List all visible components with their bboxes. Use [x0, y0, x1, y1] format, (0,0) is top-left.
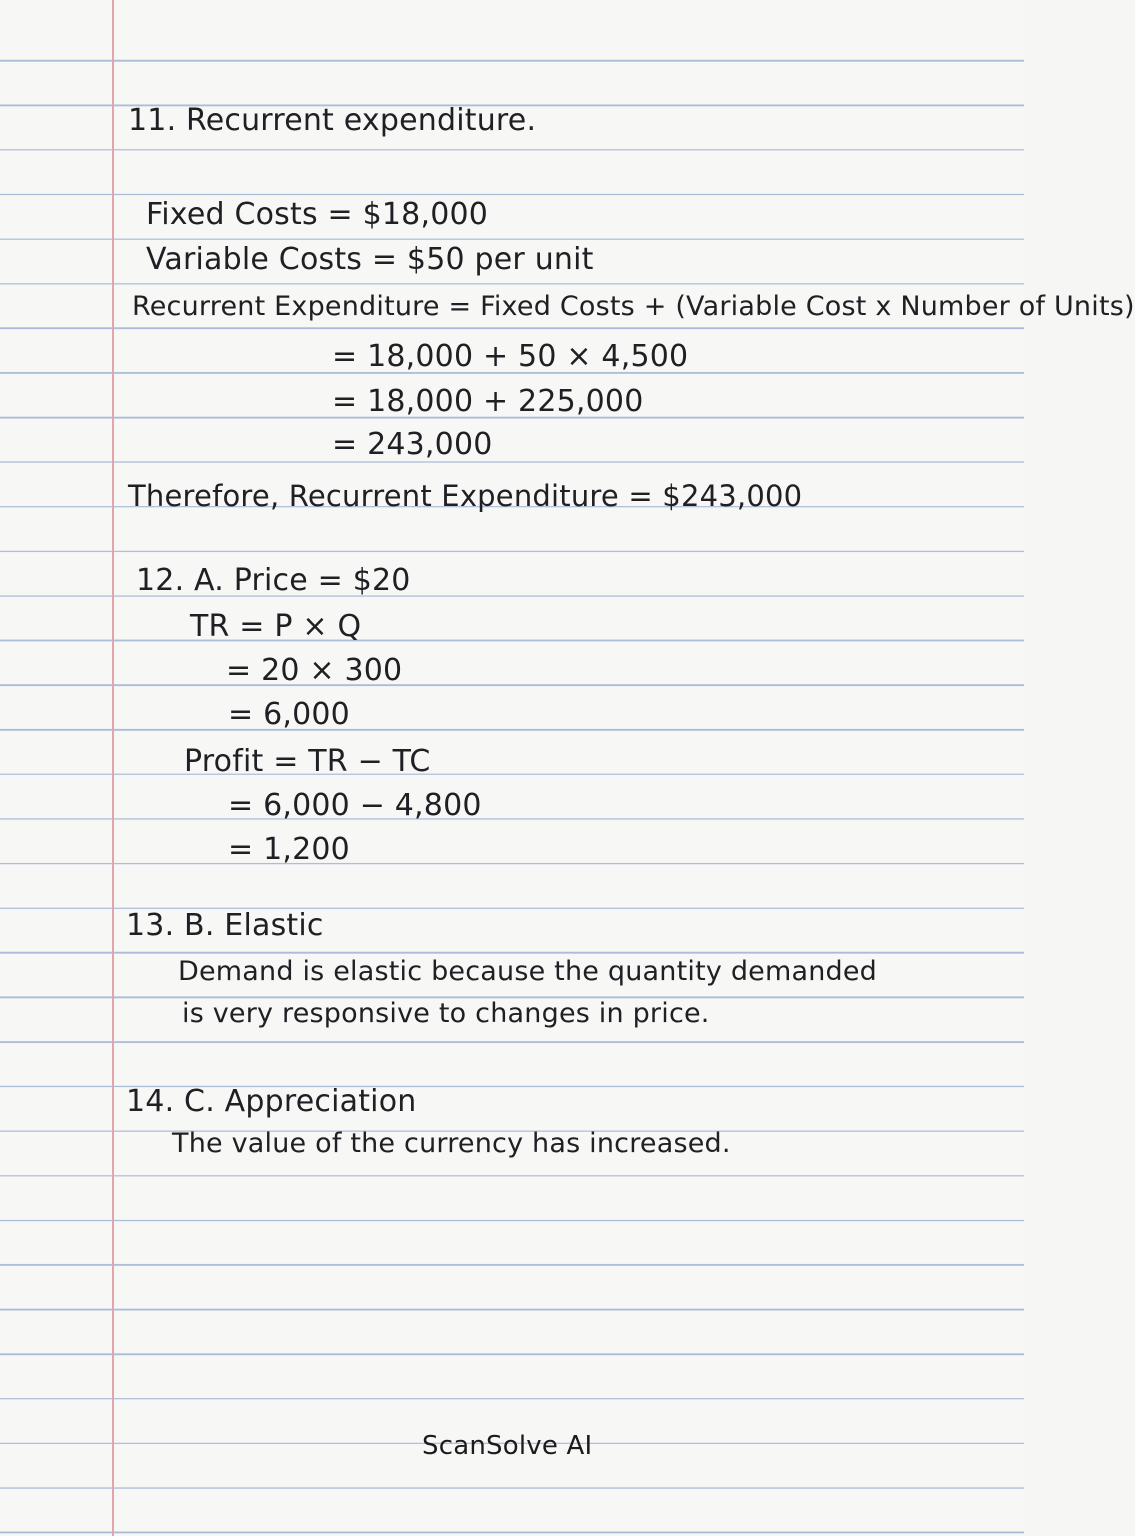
q11-conclusion: Therefore, Recurrent Expenditure = $243,000 — [128, 479, 803, 513]
q12-profit-step-2: = 1,200 — [228, 832, 350, 867]
q11-step-2: = 18,000 + 225,000 — [332, 384, 644, 419]
q12-tr-formula: TR = P × Q — [190, 609, 362, 644]
q11-step-3: = 243,000 — [332, 427, 493, 462]
q11-step-1: = 18,000 + 50 × 4,500 — [332, 339, 689, 374]
q12-tr-step-1: = 20 × 300 — [226, 653, 403, 688]
q11-fixed-costs: Fixed Costs = $18,000 — [146, 197, 489, 232]
q12-title: 12. A. Price = $20 — [136, 563, 411, 598]
q14-title: 14. C. Appreciation — [126, 1084, 417, 1119]
q11-title: 11. Recurrent expenditure. — [128, 103, 537, 138]
q11-formula: Recurrent Expenditure = Fixed Costs + (Variable Cost x Number of Units) — [132, 291, 1135, 322]
q12-profit-step-1: = 6,000 − 4,800 — [228, 788, 482, 823]
q11-variable-costs: Variable Costs = $50 per unit — [146, 242, 594, 277]
q13-explanation-line-2: is very responsive to changes in price. — [182, 998, 710, 1029]
q14-explanation: The value of the currency has increased. — [172, 1128, 731, 1159]
q13-title: 13. B. Elastic — [126, 908, 324, 943]
footer-brand: ScanSolve AI — [422, 1431, 593, 1461]
q12-tr-step-2: = 6,000 — [228, 697, 350, 732]
margin-line — [112, 0, 114, 1536]
q12-profit-formula: Profit = TR − TC — [184, 744, 431, 779]
q13-explanation-line-1: Demand is elastic because the quantity demanded — [178, 956, 878, 987]
